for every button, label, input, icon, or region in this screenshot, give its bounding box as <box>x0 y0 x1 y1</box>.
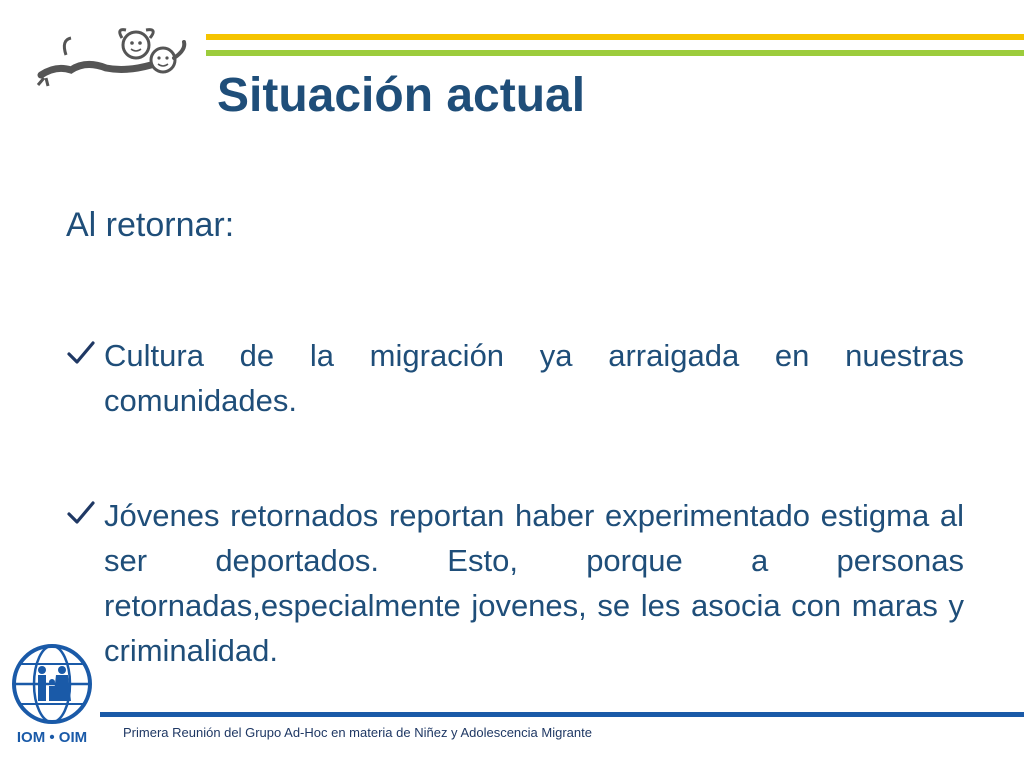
header-stripe-yellow <box>206 34 1024 40</box>
bullet-text: Cultura de la migración ya arraigada en nuestras comunidades. <box>104 338 964 418</box>
iom-logo <box>6 640 98 750</box>
bullet-item <box>66 334 964 424</box>
iom-logo-text: IOM • OIM <box>16 729 88 746</box>
header-stripe-green <box>206 50 1024 56</box>
check-icon <box>66 498 96 528</box>
bullet-item <box>66 494 964 674</box>
footer-text: Primera Reunión del Grupo Ad-Hoc en materia de Niñez y Adolescencia Migrante <box>123 725 592 740</box>
children-drawing-logo <box>36 20 196 90</box>
bullet-text: Jóvenes retornados reportan haber experimentado estigma al ser deportados. Esto, porque a personas retornadas,especialmente jovenes, se les asocia con maras y criminalidad. <box>104 498 964 668</box>
slide-subtitle: Al retornar: <box>66 206 235 244</box>
check-icon <box>66 338 96 368</box>
slide-title: Situación actual <box>217 69 586 122</box>
footer-rule <box>100 712 1024 717</box>
